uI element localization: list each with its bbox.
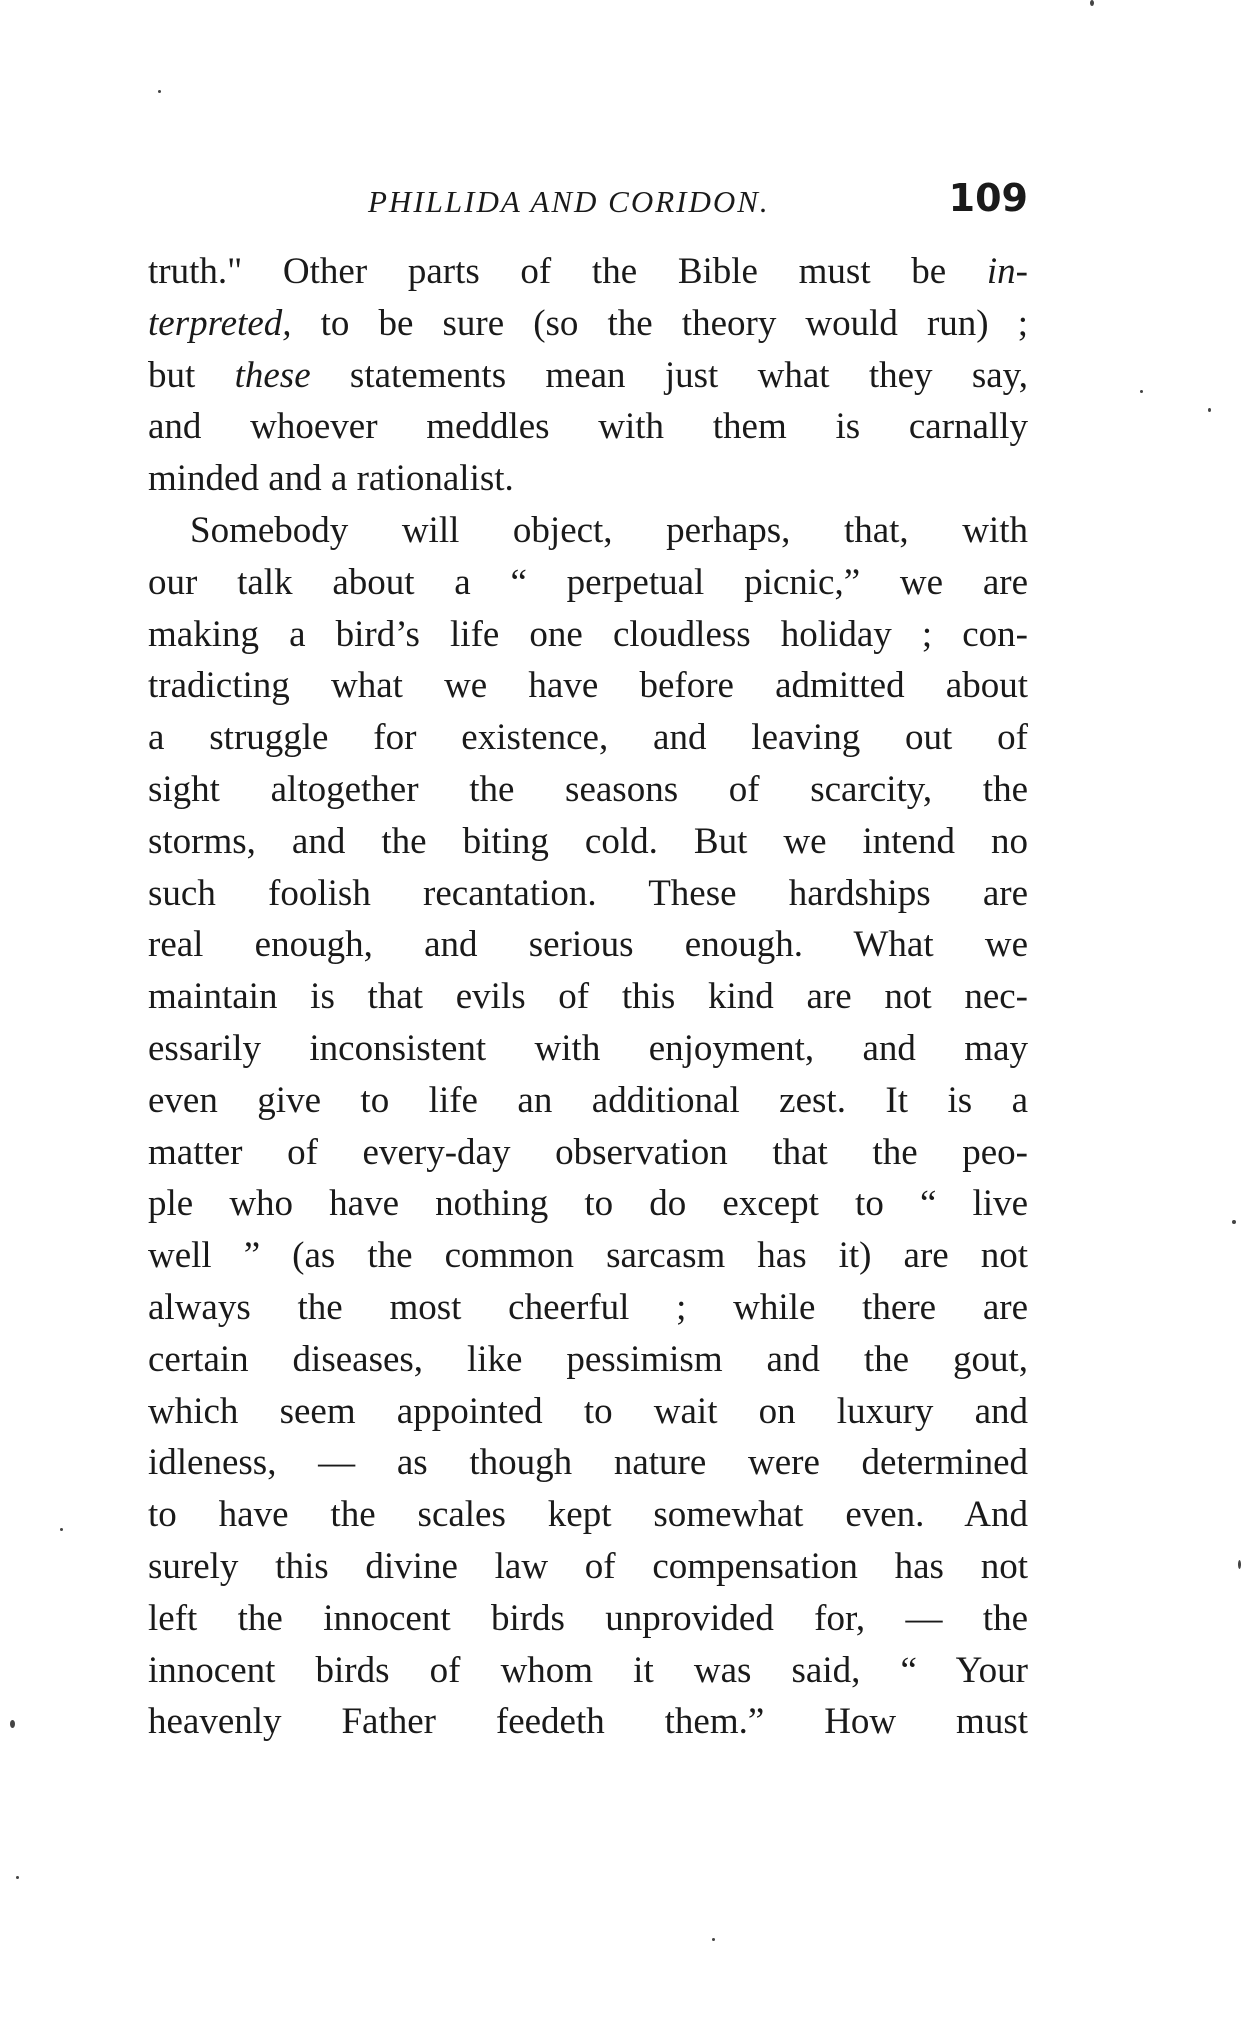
paper-speck bbox=[10, 1720, 15, 1728]
paper-speck bbox=[1090, 0, 1094, 6]
text-line: to have the scales kept somewhat even. And bbox=[148, 1494, 1028, 1536]
text-line: idleness, — as though nature were determined bbox=[148, 1442, 1028, 1484]
running-head bbox=[148, 176, 1028, 226]
text-line: a struggle for existence, and leaving out of bbox=[148, 717, 1028, 759]
text-line: but these statements mean just what they say, bbox=[148, 354, 1029, 396]
paper-speck bbox=[712, 1938, 715, 1941]
body-text bbox=[148, 246, 1028, 1748]
text-line: matter of every-day observation that the peo- bbox=[148, 1131, 1028, 1173]
text-line: making a bird’s life one cloudless holiday ; con- bbox=[148, 613, 1028, 655]
text-line: terpreted, to be sure (so the theory would run) ; bbox=[148, 302, 1028, 344]
paper-speck bbox=[1140, 390, 1143, 393]
text-line: left the innocent birds unprovided for, — the bbox=[148, 1597, 1028, 1639]
running-title: PHILLIDA AND CORIDON. bbox=[368, 184, 770, 219]
text-line: maintain is that evils of this kind are not nec- bbox=[148, 976, 1028, 1018]
page-number: 109 bbox=[948, 176, 1028, 220]
paper-speck bbox=[60, 1528, 63, 1531]
paper-speck bbox=[158, 90, 161, 93]
text-line: heavenly Father feedeth them.” How must bbox=[148, 1701, 1028, 1743]
text-line: Somebody will object, perhaps, that, with bbox=[190, 509, 1028, 551]
text-line: storms, and the biting cold. But we intend no bbox=[148, 820, 1028, 862]
text-line: essarily inconsistent with enjoyment, and may bbox=[148, 1027, 1028, 1069]
text-line: such foolish recantation. These hardships are bbox=[148, 872, 1028, 914]
paper-speck bbox=[1208, 408, 1211, 412]
text-line: truth." Other parts of the Bible must be in- bbox=[148, 251, 1028, 292]
text-line: sight altogether the seasons of scarcity, the bbox=[148, 768, 1028, 810]
text-line: which seem appointed to wait on luxury and bbox=[148, 1390, 1028, 1432]
paper-speck bbox=[16, 1876, 19, 1879]
text-line: certain diseases, like pessimism and the gout, bbox=[148, 1338, 1028, 1380]
paper-speck bbox=[1232, 1220, 1236, 1224]
text-line: innocent birds of whom it was said, “ Your bbox=[148, 1649, 1028, 1691]
paper-speck bbox=[1238, 1560, 1241, 1569]
text-line: even give to life an additional zest. It is a bbox=[148, 1079, 1028, 1121]
text-line: tradicting what we have before admitted about bbox=[148, 665, 1028, 707]
text-line: surely this divine law of compensation has not bbox=[148, 1545, 1028, 1587]
text-line: real enough, and serious enough. What we bbox=[148, 924, 1028, 966]
text-line: ple who have nothing to do except to “ live bbox=[148, 1183, 1028, 1225]
text-line: and whoever meddles with them is carnally bbox=[148, 406, 1028, 448]
text-line: well ” (as the common sarcasm has it) are not bbox=[148, 1235, 1028, 1277]
text-line: our talk about a “ perpetual picnic,” we are bbox=[148, 561, 1028, 603]
text-line: minded and a rationalist. bbox=[148, 458, 514, 500]
text-line: always the most cheerful ; while there are bbox=[148, 1286, 1028, 1328]
